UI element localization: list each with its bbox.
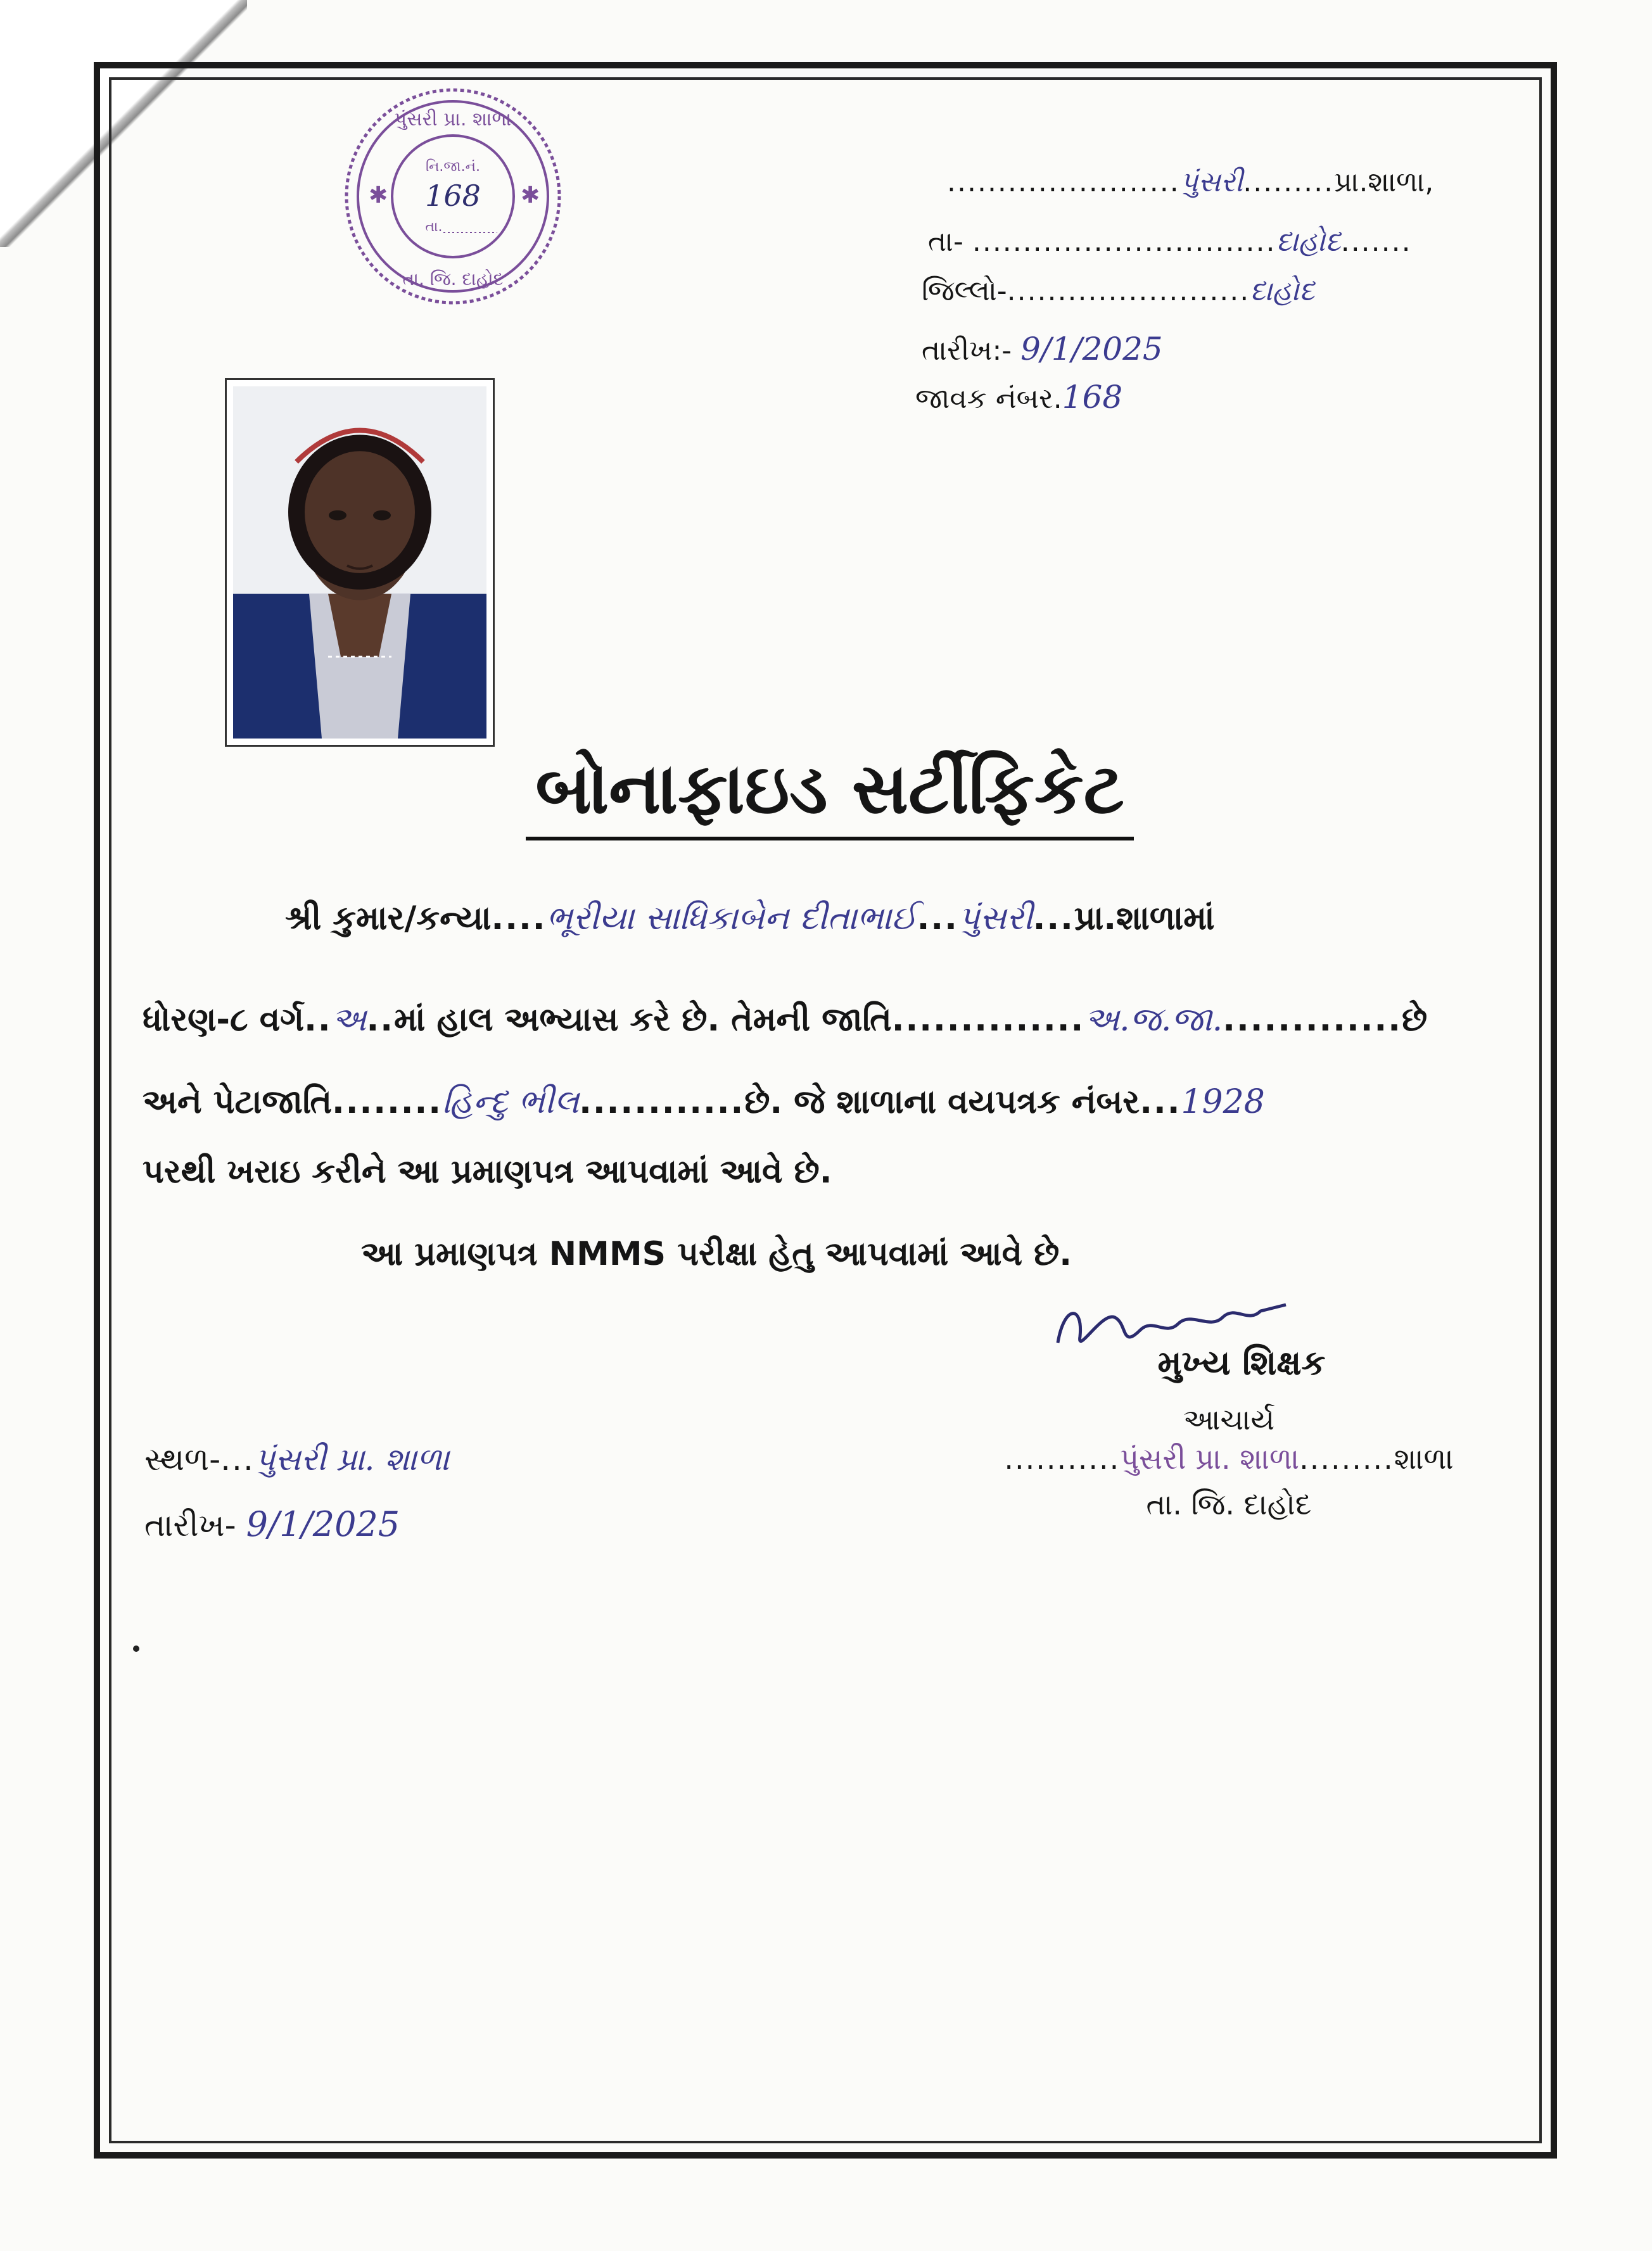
body-mid-2: માં હાલ અભ્યાસ કરે છે. તેમની જાતિ — [393, 1001, 892, 1039]
body-suffix-1: પ્રા.શાળામાં — [1074, 899, 1215, 937]
seal-date-label: તા. — [425, 219, 443, 235]
body-line-3: અને પેટાજાતિ........હિન્દુ ભીલ............છે. જે શાળાના વયપત્રક નંબર...1928 — [143, 1083, 1265, 1121]
header-taluka-label: તા- — [928, 225, 963, 258]
header-school-suffix: પ્રા.શાળા, — [1334, 166, 1434, 198]
body-school-value: પુંસરી — [958, 899, 1033, 937]
seal-district-text: તા. જિ. દાહોદ — [402, 269, 504, 289]
student-name-value: ભૂરીયા સાધિકાબેન દીતાભાઈ — [546, 899, 917, 937]
header-date-label: તારીખ:- — [922, 334, 1012, 367]
header-outward-label: જાવક નંબર. — [915, 383, 1062, 415]
footer-date-value: 9/1/2025 — [246, 1504, 400, 1544]
body-line-1: શ્રી કુમાર/કન્યા....ભૂરીયા સાધિકાબેન દીતાભાઈ...પુંસરી...પ્રા.શાળામાં — [285, 899, 1215, 937]
caste-value: અ.જ.જા. — [1084, 1001, 1223, 1039]
seal-number: 168 — [425, 179, 481, 213]
purpose-line: આ પ્રમાણપત્ર NMMS પરીક્ષા હેતુ આપવામાં આવે છે. — [361, 1235, 1072, 1273]
body-line-2: ધોરણ-૮ વર્ગ..અ..માં હાલ અભ્યાસ કરે છે. તેમની જાતિ..............અ.જ.જા..............છે — [143, 1001, 1428, 1039]
place-line: સ્થળ-...પુંસરી પ્રા. શાળા — [144, 1441, 450, 1478]
header-taluka-line: તા- ..............................દાહોદ....... — [928, 225, 1412, 258]
body-prefix-2: ધોરણ-૮ વર્ગ — [143, 1001, 305, 1039]
seal-ring-text: પુંસરી પ્રા. શાળા — [394, 108, 512, 130]
place-label: સ્થળ- — [144, 1441, 221, 1478]
school-seal-stamp — [323, 76, 583, 317]
header-school-value: પુંસરી — [1179, 166, 1243, 198]
signature-role: મુખ્ય શિક્ષક — [1157, 1343, 1326, 1383]
signature-school-suffix: શાળા — [1394, 1442, 1454, 1476]
header-outward-line — [915, 379, 1122, 415]
register-value: 1928 — [1181, 1083, 1265, 1121]
header-district-value: દાહોદ — [1250, 275, 1315, 307]
header-taluka-value: દાહોદ — [1276, 225, 1341, 258]
footer-date-line — [144, 1504, 400, 1544]
seal-graphic — [323, 76, 583, 317]
signature-school-stamp: પુંસરી પ્રા. શાળા — [1120, 1442, 1300, 1476]
body-suffix-2: છે — [1402, 1001, 1428, 1039]
signature-district: તા. જિ. દાહોદ — [1146, 1487, 1312, 1521]
header-outward-value: 168 — [1062, 379, 1123, 415]
header-district-label: જિલ્લો- — [922, 275, 1007, 307]
svg-text:✱: ✱ — [521, 182, 540, 208]
signature-title: આચાર્ય — [1183, 1402, 1275, 1436]
body-prefix-1: શ્રી કુમાર/કન્યા — [285, 899, 492, 937]
header-school-line: .......................પુંસરી.........પ્રા.શાળા, — [947, 166, 1434, 198]
place-value: પુંસરી પ્રા. શાળા — [254, 1441, 450, 1478]
header-district-line: જિલ્લો-........................દાહોદ — [922, 275, 1315, 307]
body-mid-3: છે. જે શાળાના વયપત્રક નંબર — [744, 1083, 1140, 1121]
svg-text:✱: ✱ — [369, 182, 388, 208]
seal-inner-label: નિ.જા.નં. — [426, 159, 480, 175]
class-value: અ — [331, 1001, 367, 1039]
header-date-line — [922, 331, 1163, 367]
student-photo-image — [233, 386, 486, 739]
footer-date-label: તારીખ- — [144, 1507, 236, 1544]
signature-block — [988, 1343, 1470, 1523]
stray-dot — [133, 1645, 139, 1652]
header-date-value: 9/1/2025 — [1020, 331, 1163, 367]
body-prefix-3: અને પેટાજાતિ — [143, 1083, 332, 1121]
student-photo — [225, 378, 495, 747]
signature-school-line: ...........પુંસરી પ્રા. શાળા.........શાળા — [1004, 1442, 1454, 1476]
body-line-4: પરથી ખરાઇ કરીને આ પ્રમાણપત્ર આપવામાં આવે છે. — [143, 1153, 832, 1191]
subcaste-value: હિન્દુ ભીલ — [442, 1083, 580, 1121]
certificate-title: બોનાફાઇડ સર્ટીફિકેટ — [526, 747, 1134, 840]
